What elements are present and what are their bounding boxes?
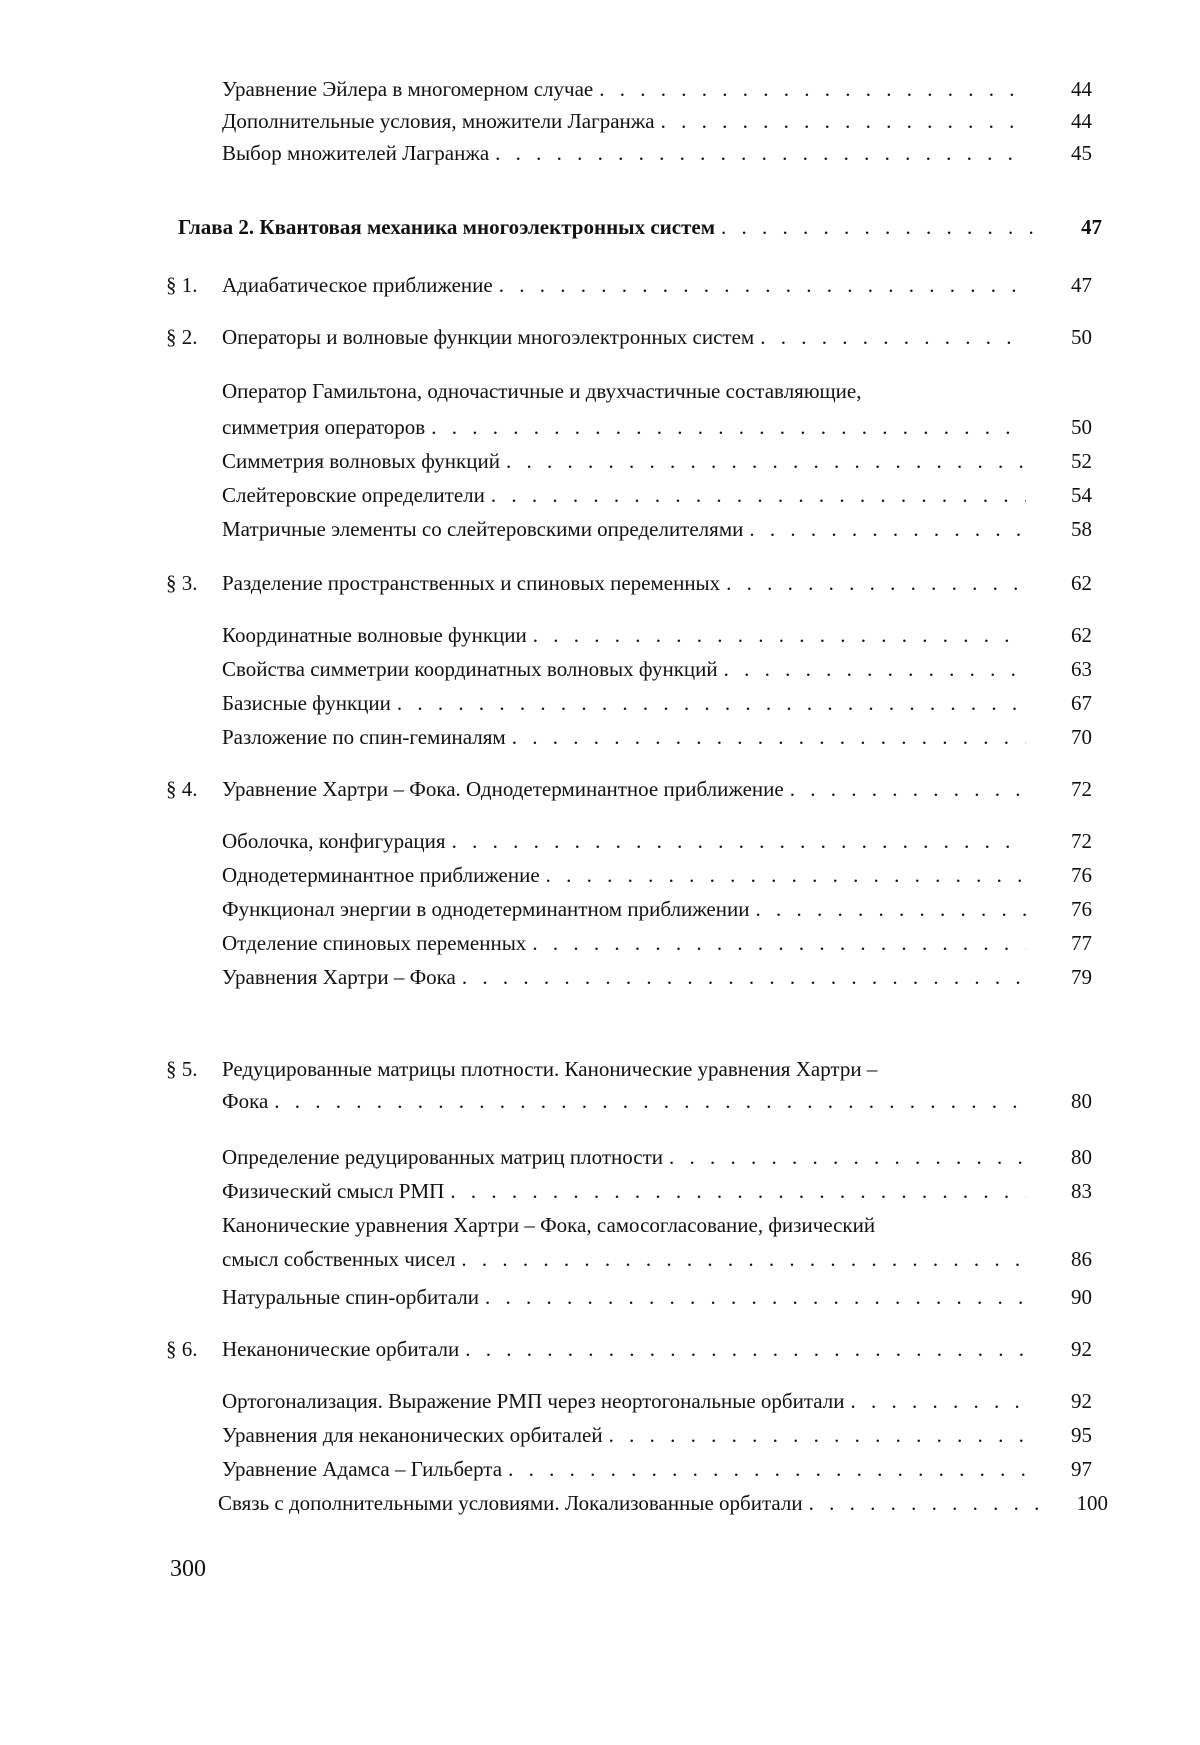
toc-entry <box>222 1284 1092 1310</box>
leader-dots <box>461 1246 1026 1272</box>
section-title: Неканонические орбитали <box>222 1337 460 1361</box>
section-entry <box>166 1336 1092 1362</box>
section-entry <box>166 570 1092 596</box>
leader-dots <box>809 1490 1042 1516</box>
leader-dots <box>724 656 1026 682</box>
section-page: 47 <box>1071 273 1092 297</box>
leader-dots <box>452 828 1026 854</box>
toc-entry-page: 76 <box>1071 863 1092 887</box>
toc-entry-page: 86 <box>1071 1247 1092 1271</box>
toc-entry <box>222 1178 1092 1204</box>
section-title: Операторы и волновые функции многоэлектронных систем <box>222 325 755 349</box>
section-page: 92 <box>1071 1337 1092 1361</box>
section-number: § 2. <box>166 325 198 349</box>
leader-dots <box>755 896 1026 922</box>
chapter-title: Глава 2. Квантовая механика многоэлектронных систем <box>178 215 716 239</box>
toc-entry-title: Уравнения для неканонических орбиталей <box>222 1423 603 1447</box>
toc-entry-title: Уравнения Хартри – Фока <box>222 965 456 989</box>
toc-entry-page: 54 <box>1071 483 1092 507</box>
section-page: 80 <box>1071 1089 1092 1113</box>
section-page: 62 <box>1071 571 1092 595</box>
toc-entry-page: 44 <box>1071 109 1092 133</box>
toc-entry-title: Симметрия волновых функций <box>222 449 500 473</box>
leader-dots <box>532 930 1026 956</box>
toc-entry-title: симметрия операторов <box>222 415 426 439</box>
toc-entry <box>222 622 1092 648</box>
toc-entry-title: Уравнение Адамса – Гильберта <box>222 1457 503 1481</box>
leader-dots <box>491 482 1026 508</box>
toc-entry <box>218 1490 1108 1516</box>
leader-dots <box>749 516 1026 542</box>
toc-entry-title: смысл собственных чисел <box>222 1247 456 1271</box>
section-entry <box>166 272 1092 298</box>
section-page: 72 <box>1071 777 1092 801</box>
toc-entry-title: Координатные волновые функции <box>222 623 527 647</box>
toc-entry <box>222 516 1092 542</box>
section-number: § 3. <box>166 571 198 595</box>
toc-entry-page: 92 <box>1071 1389 1092 1413</box>
leader-dots <box>431 414 1026 440</box>
toc-entry-title: Слейтеровские определители <box>222 483 485 507</box>
toc-entry-title: Ортогонализация. Выражение РМП через неортогональные орбитали <box>222 1389 845 1413</box>
section-entry <box>166 1056 1092 1114</box>
toc-entry-page: 67 <box>1071 691 1092 715</box>
toc-entry-page: 97 <box>1071 1457 1092 1481</box>
toc-entry-title: Дополнительные условия, множители Лагранжа <box>222 109 655 133</box>
leader-dots <box>661 108 1026 134</box>
toc-entry <box>222 930 1092 956</box>
leader-dots <box>760 324 1026 350</box>
toc-entry-page: 72 <box>1071 829 1092 853</box>
leader-dots <box>669 1144 1026 1170</box>
toc-entry-title: Функционал энергии в однодетерминантном приближении <box>222 897 750 921</box>
toc-entry <box>222 482 1092 508</box>
leader-dots <box>512 724 1026 750</box>
section-title: Разделение пространственных и спиновых переменных <box>222 571 721 595</box>
section-entry <box>166 324 1092 350</box>
toc-entry <box>222 108 1092 134</box>
toc-entry-page: 80 <box>1071 1145 1092 1169</box>
section-title: Уравнение Хартри – Фока. Однодетерминантное приближение <box>222 777 784 801</box>
toc-entry <box>222 76 1092 102</box>
leader-dots <box>609 1422 1026 1448</box>
toc-entry-title: Однодетерминантное приближение <box>222 863 540 887</box>
toc-entry <box>222 724 1092 750</box>
section-page: 50 <box>1071 325 1092 349</box>
toc-entry-title: Определение редуцированных матриц плотности <box>222 1145 663 1169</box>
leader-dots <box>465 1336 1026 1362</box>
chapter-page: 47 <box>1081 215 1102 239</box>
toc-entry <box>222 1388 1092 1414</box>
toc-entry-page: 100 <box>1076 1491 1108 1515</box>
toc-entry-page: 83 <box>1071 1179 1092 1203</box>
section-entry <box>166 776 1092 802</box>
leader-dots <box>506 448 1026 474</box>
toc-entry-title: Связь с дополнительными условиями. Локализованные орбитали <box>218 1491 803 1515</box>
toc-entry <box>222 690 1092 716</box>
toc-entry <box>222 1422 1092 1448</box>
toc-entry-title: Выбор множителей Лагранжа <box>222 141 490 165</box>
toc-entry-page: 95 <box>1071 1423 1092 1447</box>
section-number: § 6. <box>166 1337 198 1361</box>
leader-dots <box>495 140 1026 166</box>
leader-dots <box>790 776 1026 802</box>
toc-entry-page: 45 <box>1071 141 1092 165</box>
toc-entry-page: 52 <box>1071 449 1092 473</box>
toc-entry-page: 90 <box>1071 1285 1092 1309</box>
toc-entry <box>222 896 1092 922</box>
toc-entry-title-line1: Оператор Гамильтона, одночастичные и двухчастичные составляющие, <box>222 379 862 403</box>
toc-entry-title: Матричные элементы со слейтеровскими определителями <box>222 517 744 541</box>
leader-dots <box>274 1088 1026 1114</box>
leader-dots <box>599 76 1026 102</box>
toc-entry <box>222 828 1092 854</box>
section-title: Адиабатическое приближение <box>222 273 493 297</box>
leader-dots <box>485 1284 1026 1310</box>
chapter-heading <box>178 214 1102 240</box>
toc-entry-title: Натуральные спин-орбитали <box>222 1285 479 1309</box>
leader-dots <box>508 1456 1026 1482</box>
toc-entry <box>222 140 1092 166</box>
toc-entry <box>222 378 1092 440</box>
section-number: § 5. <box>166 1057 198 1081</box>
leader-dots <box>462 964 1026 990</box>
toc-entry-page: 62 <box>1071 623 1092 647</box>
toc-entry-title: Физический смысл РМП <box>222 1179 445 1203</box>
leader-dots <box>499 272 1026 298</box>
toc-entry <box>222 1144 1092 1170</box>
toc-entry-page: 77 <box>1071 931 1092 955</box>
leader-dots <box>533 622 1026 648</box>
section-title-line1: Редуцированные матрицы плотности. Канонические уравнения Хартри – <box>222 1057 878 1081</box>
section-number: § 1. <box>166 273 198 297</box>
toc-entry-title: Отделение спиновых переменных <box>222 931 527 955</box>
toc-entry-page: 70 <box>1071 725 1092 749</box>
toc-entry-page: 63 <box>1071 657 1092 681</box>
toc-entry <box>222 862 1092 888</box>
toc-entry-title: Разложение по спин-геминалям <box>222 725 506 749</box>
toc-entry <box>222 448 1092 474</box>
toc-entry-title-line1: Канонические уравнения Хартри – Фока, самосогласование, физический <box>222 1213 876 1237</box>
toc-entry <box>222 656 1092 682</box>
leader-dots <box>546 862 1026 888</box>
toc-entry <box>222 1212 1092 1272</box>
toc-entry-page: 58 <box>1071 517 1092 541</box>
toc-entry-page: 50 <box>1071 415 1092 439</box>
section-title: Фока <box>222 1089 269 1113</box>
leader-dots <box>450 1178 1026 1204</box>
page-number: 300 <box>170 1556 206 1582</box>
toc-entry-page: 76 <box>1071 897 1092 921</box>
toc-entry-title: Базисные функции <box>222 691 391 715</box>
toc-entry <box>222 964 1092 990</box>
toc-entry-page: 44 <box>1071 77 1092 101</box>
leader-dots <box>397 690 1026 716</box>
toc-entry <box>222 1456 1092 1482</box>
toc-entry-page: 79 <box>1071 965 1092 989</box>
leader-dots <box>850 1388 1026 1414</box>
toc-entry-title: Уравнение Эйлера в многомерном случае <box>222 77 594 101</box>
leader-dots <box>726 570 1026 596</box>
toc-entry-title: Свойства симметрии координатных волновых функций <box>222 657 718 681</box>
section-number: § 4. <box>166 777 198 801</box>
leader-dots <box>721 214 1036 240</box>
toc-entry-title: Оболочка, конфигурация <box>222 829 446 853</box>
